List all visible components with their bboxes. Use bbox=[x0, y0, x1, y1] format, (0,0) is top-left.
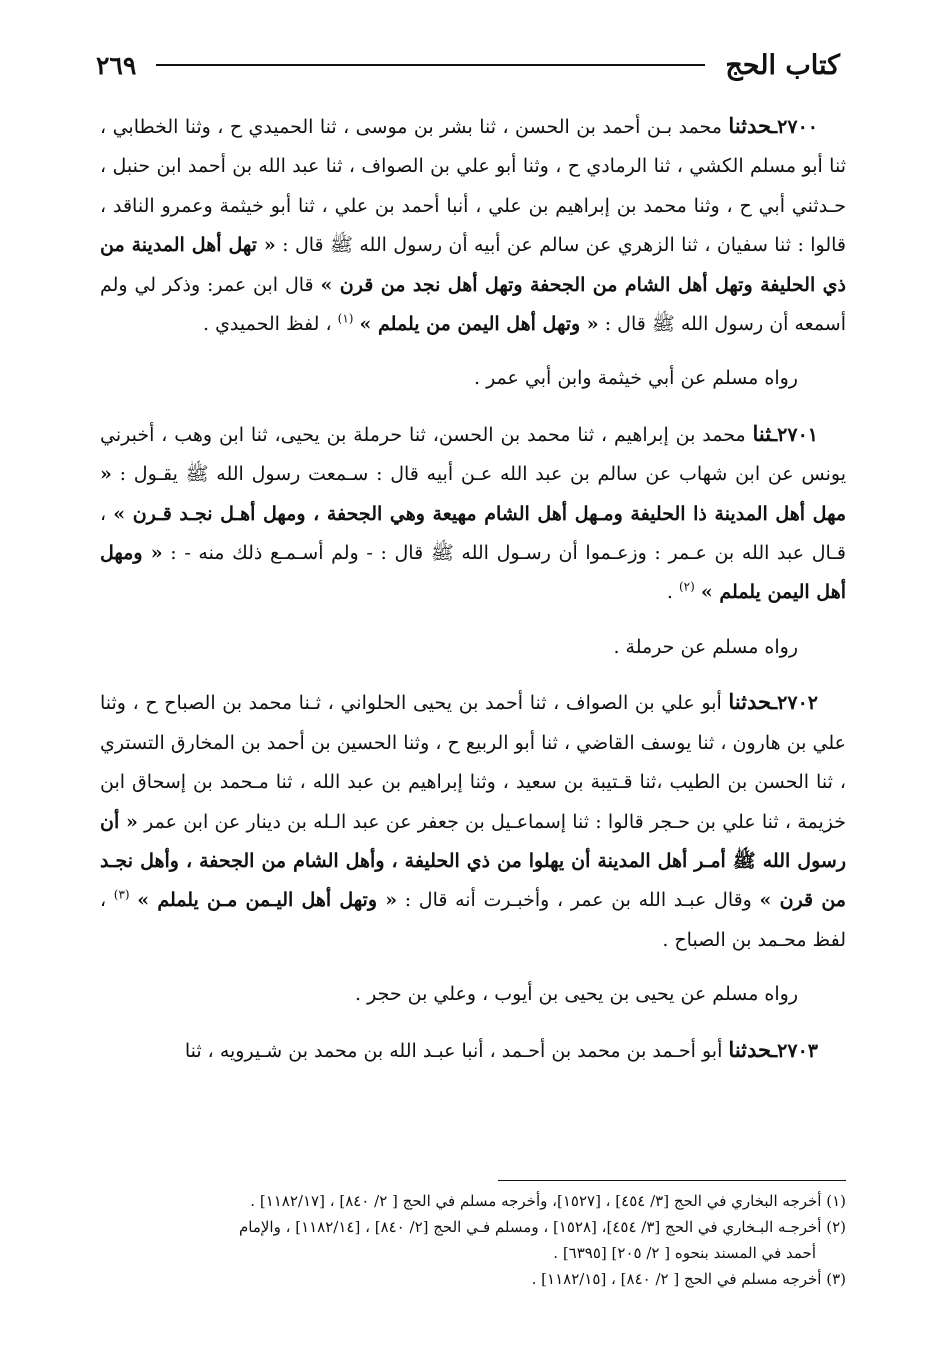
isnad-text: أبو أحـمد بن محمد بن أحـمد ، أنبا عبـد الله بن محمد بن شـيرويه ، ثنا bbox=[184, 1039, 723, 1062]
hadith-quote: « وتهل أهل اليمن من يلملم » bbox=[359, 313, 599, 336]
isnad-text: محمد بـن أحمد بن الحسن ، ثنا بشر بن موسى ، ثنا الحميدي ح ، وثنا الخطابي ، ثنا أبو مسلم الكشي ، ثنا الرمادي ح ، وثنا أبو علي بن الصواف ، ثنا عبد الله بن أحمد ابن حنبل ، حـدثني أبي ح ، وثنا محمد بن إبراهيم بن علي ، أنبا أحمد بن علي ، ثنا أبو خيثمة وعمرو الناقد ، قالوا : ثنا سفيان ، ثنا الزهري عن سالم عن أبيه أن رسول الله ﷺ قال : bbox=[100, 116, 847, 257]
isnad-text: أبو علي بن الصواف ، ثنا أحمد بن يحيى الحلواني ، ثـنا محمد بن الصباح ح ، وثنا علي بن هارون ، ثنا يوسف القاضي ، ثنا أبو الربيع ح ، وثنا الحسين بن أحمد بن المخارق التستري ، ثنا الحسن بن الطيب ،ثنا قـتيبة بن سعيد ، وثنا إبراهيم بن عبد الله ، ثنا مـحمد بن إسحاق ابن خزيمة ، ثنا علي بن حـجر قالوا : ثنا إسماعـيل بن جعفر عن عبد الـله بن دينار عن ابن عمر bbox=[100, 692, 846, 833]
isnad-text: ، لفظ الحميدي . bbox=[202, 313, 332, 336]
hadith-quote: « تهل أهل المدينة من ذي الحليفة وتهل أهل الشام من الجحفة وتهل أهل نجد من قرن » bbox=[100, 234, 846, 296]
footnotes bbox=[100, 1188, 846, 1292]
hadith-quote: « وتهل أهل اليـمن مـن يلملم » bbox=[137, 889, 398, 912]
book-title: كتاب الحج bbox=[725, 49, 840, 81]
hadith-number: ٢٧٠٣ bbox=[777, 1039, 818, 1062]
hadith-2701: ٢٧٠١ـثنا محمد بن إبراهيم ، ثنا محمد بن الحسن، ثنا حرملة بن يحيى، ثنا ابن وهب ، أخبرني يونس عن ابن شهاب عن سالم بن عبد الله عـن أبيه قال : سـمعت رسول الله ﷺ يقـول : « مهل أهل المدينة ذا الحليفة ومـهل أهل الشام مهيعة وهي الجحفة ، ومهل أهـل نجـد قـرن » ، قـال عبد الله بن عـمر : وزعـموا أن رسـول الله ﷺ قال : - ولم أسـمـع ذلك منه - : « ومهل أهل اليمن يلملم » $^{(٢)}$ . bbox=[100, 420, 847, 604]
footnote-1: (١) أخرجه البخاري في الحج [٣/ ٤٥٤] ، [١٥٢٧]، وأخرجه مسلم في الحج [ ٢/ ٨٤٠] ، [١١٨٢/١٧] . bbox=[250, 1192, 846, 1210]
hadith-keyword: حدثنا bbox=[728, 113, 772, 138]
isnad-text: . bbox=[666, 581, 673, 604]
riwaya-note: رواه مسلم عن يحيى بن يحيى بن أيوب ، وعلي بن حجر . bbox=[355, 983, 798, 1006]
hadith-number: ٢٧٠٢ bbox=[777, 692, 818, 715]
isnad-text: ، لفظ محـمد بن الصباح . bbox=[100, 889, 846, 951]
riwaya-note: رواه مسلم عن حرملة . bbox=[613, 635, 798, 658]
hadith-keyword: ثنا bbox=[752, 420, 772, 446]
footnote-ref: (٢) bbox=[678, 580, 695, 595]
isnad-text: ، قـال عبد الله بن عـمر : وزعـموا أن رسـول الله ﷺ قال : - ولم أسـمـع ذلك منه - : bbox=[100, 502, 846, 565]
footnote-3: (٣) أخرجه مسلم في الحج [ ٢/ ٨٤٠] ، [١١٨٢/١٥] . bbox=[531, 1270, 846, 1288]
riwaya-note: رواه مسلم عن أبي خيثمة وابن أبي عمر . bbox=[473, 367, 798, 390]
hadith-quote: « أن رسول الله ﷺ أمـر أهل المدينة أن يهلوا من ذي الحليفة ، وأهل الشام من الجحفة ، وأهل نجـد من قرن » bbox=[100, 810, 846, 912]
footnote-ref: (١) bbox=[337, 311, 354, 326]
hadith-number: ٢٧٠٠ bbox=[777, 116, 818, 138]
page-number: ٢٦٩ bbox=[96, 50, 137, 80]
page-header bbox=[96, 40, 840, 90]
hadith-number: ٢٧٠١ bbox=[777, 423, 818, 446]
main-text bbox=[100, 106, 846, 1086]
footnote-divider bbox=[498, 1180, 846, 1181]
footnote-ref: (٣) bbox=[113, 887, 130, 902]
hadith-keyword: حدثنا bbox=[728, 1036, 772, 1062]
hadith-keyword: حدثنا bbox=[728, 689, 772, 715]
footnote-2: (٢) أخرجـه البـخاري في الحج [٣/ ٤٥٤]، [١٥٢٨] ، ومسلم فـي الحج [٢/ ٨٤٠] ، [١١٨٢/١٤] ، والإمام bbox=[238, 1218, 846, 1236]
hadith-quote: « ومهل أهل اليمن يلملم » bbox=[100, 542, 846, 604]
hadith-2703: ٢٧٠٣ـحدثنا أبو أحـمد بن محمد بن أحـمد ، أنبا عبـد الله بن محمد بن شـيرويه ، ثنا bbox=[184, 1036, 818, 1062]
footnote-2-continued: أحمد في المسند بنحوه [ ٢/ ٢٠٥] [٦٣٩٥] . bbox=[553, 1244, 816, 1262]
hadith-2700: ٢٧٠٠ـحدثنا محمد بـن أحمد بن الحسن ، ثنا بشر بن موسى ، ثنا الحميدي ح ، وثنا الخطابي ، ثنا أبو مسلم الكشي ، ثنا الرمادي ح ، وثنا أبو علي بن الصواف ، ثنا عبد الله بن أحمد ابن حنبل ، حـدثني أبي ح ، وثنا محمد بن إبراهيم بن علي ، أنبا أحمد بن علي ، ثنا أبو خيثمة وعمرو الناقد ، قالوا : ثنا سفيان ، ثنا الزهري عن سالم عن أبيه أن رسول الله ﷺ قال : « تهل أهل المدينة من ذي الحليفة وتهل أهل الشام من الجحفة وتهل أهل نجد من قرن » قال ابن عمر: وذكر لي ولم أسمعه أن رسول الله ﷺ قال : « وتهل أهل اليمن من يلملم » $^{(١)}$ ، لفظ الحميدي . bbox=[100, 113, 847, 336]
isnad-text: محمد بن إبراهيم ، ثنا محمد بن الحسن، ثنا حرملة بن يحيى، ثنا ابن وهب ، أخبرني يونس عن ابن شهاب عن سالم بن عبد الله عـن أبيه قال : سـمعت رسول الله ﷺ يقـول : bbox=[100, 423, 846, 486]
header-rule bbox=[156, 64, 705, 66]
hadith-2702: ٢٧٠٢ـحدثنا أبو علي بن الصواف ، ثنا أحمد بن يحيى الحلواني ، ثـنا محمد بن الصباح ح ، وثنا علي بن هارون ، ثنا يوسف القاضي ، ثنا أبو الربيع ح ، وثنا الحسين بن أحمد بن المخارق التستري ، ثنا الحسن بن الطيب ،ثنا قـتيبة بن سعيد ، وثنا إبراهيم بن عبد الله ، ثنا مـحمد بن إسحاق ابن خزيمة ، ثنا علي بن حـجر قالوا : ثنا إسماعـيل بن جعفر عن عبد الـله بن دينار عن ابن عمر « أن رسول الله ﷺ أمـر أهل المدينة أن يهلوا من ذي الحليفة ، وأهل الشام من الجحفة ، وأهل نجـد من قرن » وقال عبـد الله بن عمر ، وأخبـرت أنه قال : « وتهل أهل اليـمن مـن يلملم » $^{(٣)}$ ، لفظ محـمد بن الصباح . bbox=[100, 689, 846, 951]
hadith-quote: « مهل أهل المدينة ذا الحليفة ومـهل أهل الشام مهيعة وهي الجحفة ، ومهل أهـل نجـد قـرن » bbox=[100, 463, 847, 525]
isnad-text: وقال عبـد الله بن عمر ، وأخبـرت أنه قال : bbox=[404, 889, 752, 912]
isnad-text: قال ابن عمر: وذكر لي ولم أسمعه أن رسول الله ﷺ قال : bbox=[100, 273, 846, 336]
